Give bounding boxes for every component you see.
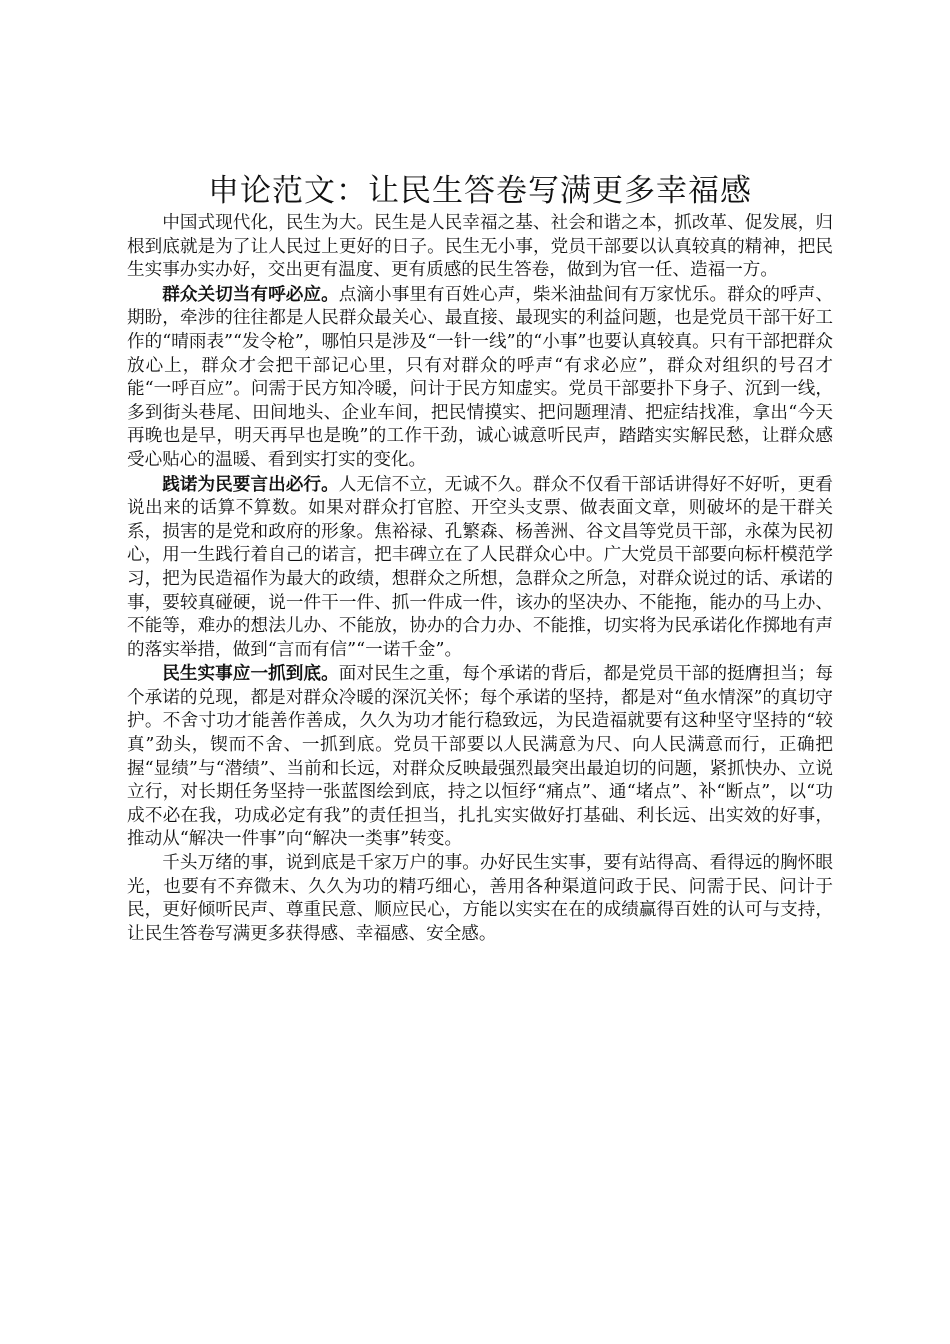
paragraph-text: 面对民生之重，每个承诺的背后，都是党员干部的挺膺担当；每个承诺的兑现，都是对群众冷暖的深沉关怀；每个承诺的坚持，都是对“鱼水情深”的真切守护。不舍寸功才能善作善成，久久为功才能行稳致远，为民造福就要有这种坚守坚持的“较真”劲头，锲而不舍、一抓到底。党员干部要以人民满意为尺、向人民满意而行，正确把握“显绩”与“潜绩”、当前和长远，对群众反映最强烈最突出最迫切的问题，紧抓快办、立说立行，对长期任务坚持一张蓝图绘到底，持之以恒纾“痛点”、通“堵点”、补“断点”，以“功成不必在我，功成必定有我”的责任担当，扎扎实实做好打基础、利长远、出实效的好事，推动从“解决一件事”向“解决一类事”转变。 [127,664,833,850]
document-page [127,170,833,946]
paragraph-text: 千头万绪的事，说到底是千家万户的事。办好民生实事，要有站得高、看得远的胸怀眼光，也要有不弃微末、久久为功的精巧细心，善用各种渠道问政于民、问需于民、问计于民，更好倾听民声、尊重民意、顺应民心，方能以实实在在的成绩赢得百姓的认可与支持，让民生答卷写满更多获得感、幸福感、安全感。 [127,853,833,944]
paragraph-text: 中国式现代化，民生为大。民生是人民幸福之基、社会和谐之本，抓改革、促发展，归根到底就是为了让人民过上更好的日子。民生无小事，党员干部要以认真较真的精神，把民生实事办实办好，交出更有温度、更有质感的民生答卷，做到为官一任、造福一方。 [127,213,833,281]
section-heading: 群众关切当有呼必应。 [162,283,339,305]
section-heading: 践诺为民要言出必行。 [162,473,339,495]
document-title: 申论范文：让民生答卷写满更多幸福感 [208,173,752,209]
paragraph-text: 点滴小事里有百姓心声，柴米油盐间有万家忧乐。群众的呼声、期盼，牵涉的往往都是人民群众最关心、最直接、最现实的利益问题，也是党员干部干好工作的“晴雨表”“发令枪”，哪怕只是涉及“一针一线”的“小事”也要认真较真。只有干部把群众放心上，群众才会把干部记心里，只有对群众的呼声“有求必应”，群众对组织的号召才能“一呼百应”。问需于民方知冷暖，问计于民方知虚实。党员干部要扑下身子、沉到一线，多到街头巷尾、田间地头、企业车间，把民情摸实、把问题理清、把症结找准，拿出“今天再晚也是早，明天再早也是晚”的工作干劲，诚心诚意听民声，踏踏实实解民愁，让群众感受心贴心的温暖、看到实打实的变化。 [127,284,833,470]
paragraph-text: 人无信不立，无诚不久。群众不仅看干部话讲得好不好听，更看说出来的话算不算数。如果对群众打官腔、开空头支票、做表面文章，则破坏的是干群关系，损害的是党和政府的形象。焦裕禄、孔繁森、杨善洲、谷文昌等党员干部，永葆为民初心，用一生践行着自己的诺言，把丰碑立在了人民群众心中。广大党员干部要向标杆模范学习，把为民造福作为最大的政绩，想群众之所想，急群众之所急，对群众说过的话、承诺的事，要较真碰硬，说一件干一件、抓一件成一件，该办的坚决办、不能拖，能办的马上办、不能等，难办的想法儿办、不能放，协办的合力办、不能推，切实将为民承诺化作掷地有声的落实举措，做到“言而有信”“一诺千金”。 [127,474,833,660]
section-paragraph-followthrough [127,662,833,852]
intro-paragraph [127,212,833,283]
section-heading: 民生实事应一抓到底。 [162,663,339,685]
section-paragraph-response [127,283,833,473]
section-paragraph-promise [127,473,833,663]
conclusion-paragraph [127,852,833,946]
